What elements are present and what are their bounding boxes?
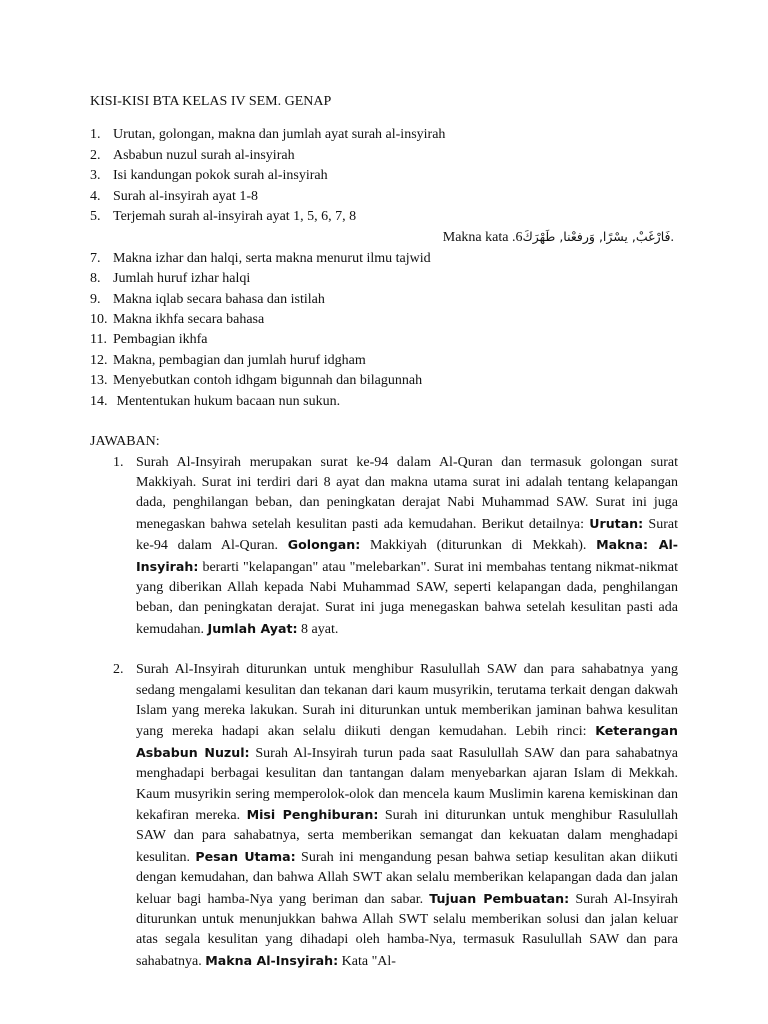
item-text: Mententukan hukum bacaan nun sukun. bbox=[113, 393, 341, 409]
item-number: 12. bbox=[90, 352, 108, 368]
document-page bbox=[90, 92, 678, 992]
item-text: Isi kandungan pokok surah al-insyirah bbox=[113, 168, 328, 184]
answer-bold-term: Pesan Utama: bbox=[195, 848, 296, 864]
arabic-words: فَارْغَبْ, يسْرًا, وَرفعْنا, طَهْرَكَ bbox=[522, 229, 671, 245]
answer-text: Surah ini mengandung pesan bahwa setiap kesulitan akan diikuti dengan kemudahan, dan bahwa Allah SWT akan selalu memberikan kelapangan dada dan jalan keluar bagi hamba-Nya yang beriman dan sabar. bbox=[136, 849, 678, 907]
item-number: 4. bbox=[90, 188, 101, 204]
item-number: 9. bbox=[90, 291, 101, 307]
answer-text: berarti "kelapangan" atau "melebarkan". Surat ini membahas tentang nikmat-nikmat yang diberikan Allah kepada Nabi Muhammad SAW, seperti kelapangan dada, penghilangan beban, dan peningkatan derajat. Surat ini juga menegaskan bahwa setelah kesulitan pasti ada kemudahan. bbox=[136, 559, 678, 637]
answer-text: Surah Al-Insyirah merupakan surat ke-94 dalam Al-Quran dan termasuk golongan surat Makkiyah. Surat ini terdiri dari 8 ayat dan makna utama surat ini adalah tentang kelapangan dada, penghilangan beban, dan peningkatan derajat Nabi Muhammad SAW. Surat ini juga menegaskan bahwa setelah kesulitan pasti ada kemudahan. Berikut detailnya: bbox=[136, 454, 678, 532]
answer-text: Surah Al-Insyirah turun pada saat Rasulullah SAW dan para sahabatnya menghadapi berbagai kesulitan dan tantangan dalam menyebarkan ajaran Islam di Mekkah. Kaum musyrikin sering memperolok-olok dan mencela kaum Muslimin karena kemiskinan dan kekafiran mereka. bbox=[136, 745, 678, 823]
answer-text: Kata "Al- bbox=[338, 953, 396, 969]
item-text: Surah al-insyirah ayat 1-8 bbox=[113, 188, 259, 204]
item-text: Makna, pembagian dan jumlah huruf idgham bbox=[113, 352, 366, 368]
item-number: 1. bbox=[90, 127, 101, 143]
answer-list bbox=[90, 453, 678, 973]
makna-kata-label: Makna kata bbox=[442, 230, 509, 246]
item-text: Makna ikhfa secara bahasa bbox=[113, 312, 265, 328]
item-number: 10. bbox=[90, 312, 108, 328]
makna-kata-number: .6 bbox=[511, 230, 523, 246]
item-text: Pembagian ikhfa bbox=[113, 332, 208, 348]
list-item bbox=[90, 330, 678, 350]
answer-text: Surah Al-Insyirah diturunkan untuk menunjukkan bahwa Allah SWT selalu memberikan solusi dan jalan keluar atas segala kesulitan yang dihadapi oleh hamba-Nya, termasuk Rasulullah SAW dan para sahabatnya. bbox=[136, 891, 678, 969]
list-item bbox=[90, 310, 678, 330]
answer-text: Surat ke-94 dalam Al-Quran. bbox=[136, 516, 678, 554]
answer-bold-term: Urutan: bbox=[589, 515, 644, 531]
list-item bbox=[90, 371, 678, 391]
answer-text: Surah ini diturunkan untuk menghibur Rasulullah SAW dan para sahabatnya, serta memberikan semangat dan kekuatan dalam menghadapi kesulitan. bbox=[136, 808, 678, 865]
list-item bbox=[90, 392, 678, 412]
item-text: Asbabun nuzul surah al-insyirah bbox=[113, 147, 295, 163]
answer-bold-term: Makna Al-Insyirah: bbox=[205, 952, 339, 968]
answer-bold-term: Tujuan Pembuatan: bbox=[429, 890, 570, 906]
makna-kata-period: . bbox=[670, 230, 674, 246]
list-item bbox=[90, 125, 678, 145]
list-item bbox=[90, 207, 678, 227]
item-number: 7. bbox=[90, 250, 101, 266]
item-number: 11. bbox=[90, 332, 107, 348]
item-text: Urutan, golongan, makna dan jumlah ayat surah al-insyirah bbox=[113, 127, 446, 143]
item-number: 3. bbox=[90, 168, 101, 184]
list-item bbox=[90, 290, 678, 310]
answer-paragraph bbox=[136, 453, 678, 641]
item-text: Makna iqlab secara bahasa dan istilah bbox=[113, 291, 325, 307]
answer-bold-term: Jumlah Ayat: bbox=[207, 620, 298, 636]
jawaban-heading: JAWABAN: bbox=[90, 434, 160, 450]
answer-bold-term: Golongan: bbox=[287, 537, 361, 553]
item-number: 8. bbox=[90, 271, 101, 287]
answer-bold-term: Keterangan Asbabun Nuzul: bbox=[136, 723, 678, 760]
answer-text: Makkiyah (diturunkan di Mekkah). bbox=[360, 538, 597, 554]
answer-number: 2. bbox=[113, 662, 124, 678]
list-item bbox=[90, 249, 678, 269]
list-item bbox=[90, 269, 678, 289]
answer-text: Surah Al-Insyirah diturunkan untuk menghibur Rasulullah SAW dan para sahabatnya yang sedang mengalami kesulitan dan tekanan dari kaum musyrikin, terutama terkait dengan dakwah Islam yang mereka lakukan. Surah ini diturunkan untuk memberikan jaminan bahwa kesulitan yang mereka hadapi akan selalu diikuti dengan kemudahan. Lebih rinci: bbox=[136, 662, 678, 740]
item-number: 14. bbox=[90, 393, 108, 409]
answer-bold-term: Makna: Al-Insyirah: bbox=[136, 537, 678, 574]
answer-item-1 bbox=[90, 453, 678, 641]
item-text: Jumlah huruf izhar halqi bbox=[113, 271, 251, 287]
item-number: 5. bbox=[90, 209, 101, 225]
answer-bold-term: Misi Penghiburan: bbox=[246, 807, 379, 822]
kisi-list-continued bbox=[90, 249, 678, 412]
list-item bbox=[90, 166, 678, 186]
answer-number: 1. bbox=[113, 454, 124, 470]
answer-item-2 bbox=[90, 660, 678, 972]
list-item bbox=[90, 187, 678, 207]
item-number: 13. bbox=[90, 373, 108, 389]
item-text: Terjemah surah al-insyirah ayat 1, 5, 6, 7, 8 bbox=[113, 209, 357, 225]
answer-paragraph bbox=[136, 660, 678, 972]
makna-kata-row bbox=[90, 227, 678, 248]
item-number: 2. bbox=[90, 147, 101, 163]
list-item bbox=[90, 351, 678, 371]
answer-text: 8 ayat. bbox=[297, 621, 339, 637]
item-text: Makna izhar dan halqi, serta makna menurut ilmu tajwid bbox=[113, 250, 431, 266]
kisi-list bbox=[90, 125, 678, 227]
list-item bbox=[90, 146, 678, 166]
item-text: Menyebutkan contoh idhgam bigunnah dan bilagunnah bbox=[113, 373, 423, 389]
page-title: KISI-KISI BTA KELAS IV SEM. GENAP bbox=[90, 94, 332, 109]
